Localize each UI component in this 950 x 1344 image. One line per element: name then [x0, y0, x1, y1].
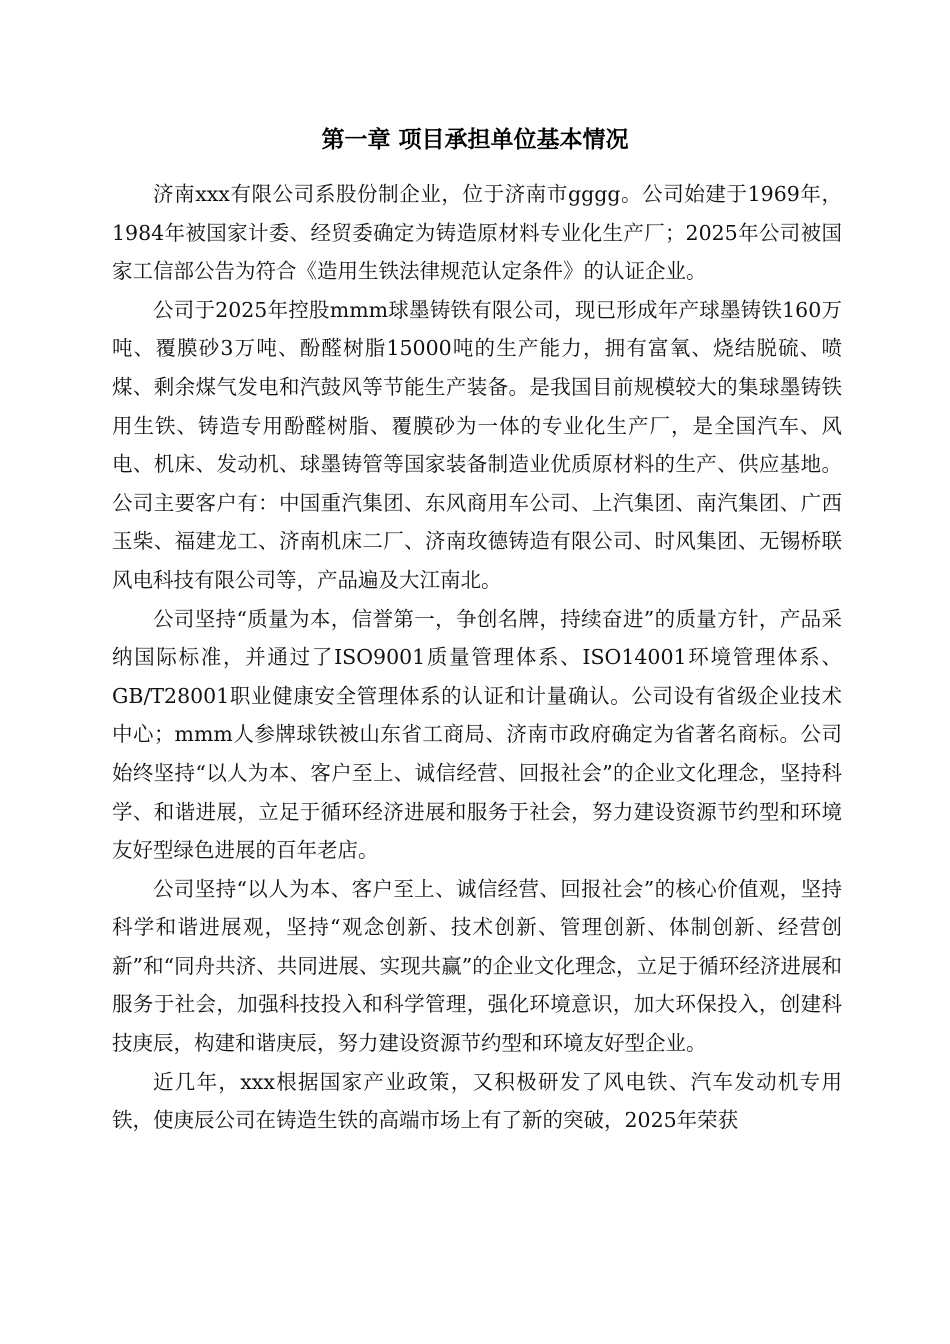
chapter-title: 第一章 项目承担单位基本情况 [321, 127, 629, 153]
paragraph-production-capacity: 公司于2025年控股mmm球墨铸铁有限公司，现已形成年产球墨铸铁160万吨、覆膜砂3万吨、酚醛树脂15000吨的生产能力，拥有富氧、烧结脱硫、喷煤、剩余煤气发电和汽鼓风等节能生产装备。是我国目前规模较大的集球墨铸铁用生铁、铸造专用酚醛树脂、覆膜砂为一体的专业化生产厂，是全国汽车、风电、机床、发动机、球墨铸管等国家装备制造业优质原材料的生产、供应基地。公司主要客户有：中国重汽集团、东风商用车公司、上汽集团、南汽集团、广西玉柴、福建龙工、济南机床二厂、济南玫德铸造有限公司、时风集团、无锡桥联风电科技有限公司等，产品遍及大江南北。 [112, 297, 842, 592]
paragraph-quality-policy: 公司坚持“质量为本，信誉第一，争创名牌，持续奋进”的质量方针，产品采纳国际标准，并通过了ISO9001质量管理体系、ISO14001环境管理体系、GB/T28001职业健康安全管理体系的认证和计量确认。公司设有省级企业技术中心；mmm人参牌球铁被山东省工商局、济南市政府确定为省著名商标。公司始终坚持“以人为本、客户至上、诚信经营、回报社会”的企业文化理念，坚持科学、和谐进展，立足于循环经济进展和服务于社会，努力建设资源节约型和环境友好型绿色进展的百年老店。 [112, 606, 842, 863]
paragraph-company-intro: 济南xxx有限公司系股份制企业，位于济南市gggg。公司始建于1969年，1984年被国家计委、经贸委确定为铸造原材料专业化生产厂；2025年公司被国家工信部公告为符合《造用生铁法律规范认定条件》的认证企业。 [112, 182, 842, 284]
paragraph-core-values: 公司坚持“以人为本、客户至上、诚信经营、回报社会”的核心价值观，坚持科学和谐进展观，坚持“观念创新、技术创新、管理创新、体制创新、经营创新”和“同舟共济、共同进展、实现共赢”的企业文化理念，立足于循环经济进展和服务于社会，加强科技投入和科学管理，强化环境意识，加大环保投入，创建科技庚辰，构建和谐庚辰，努力建设资源节约型和环境友好型企业。 [112, 876, 842, 1056]
document-body [112, 175, 842, 1140]
paragraph-recent-development: 近几年，xxx根据国家产业政策，又积极研发了风电铁、汽车发动机专用铁，使庚辰公司在铸造生铁的高端市场上有了新的突破，2025年荣获 [112, 1069, 842, 1133]
